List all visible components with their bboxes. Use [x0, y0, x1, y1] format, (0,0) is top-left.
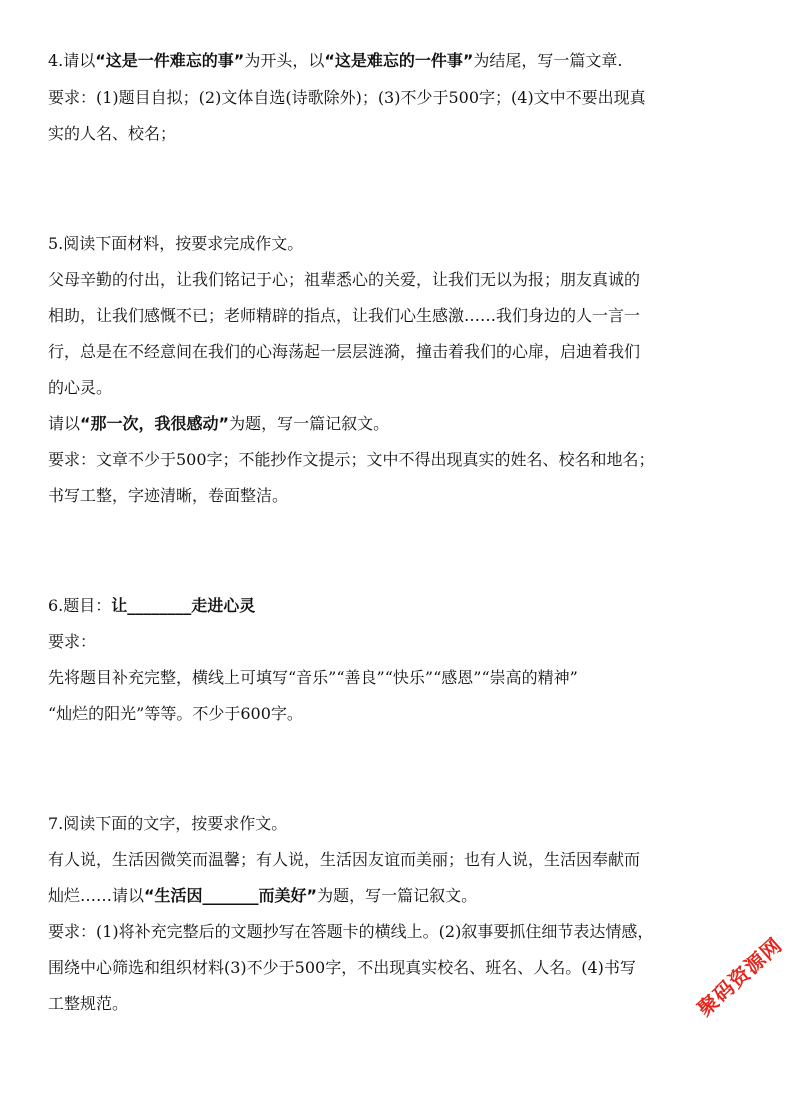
q5-line-3: 相助，让我们感慨不已；老师精辟的指点，让我们心生感激……我们身边的人一言一: [48, 306, 641, 325]
q6-line-3: 先将题目补充完整，横线上可填写“音乐”“善良”“快乐”“感恩”“崇高的精神”: [48, 668, 578, 687]
q6-line-4: “灿烂的阳光”等等。不少于600字。: [48, 704, 303, 723]
q7-line-6: 工整规范。: [48, 994, 129, 1013]
q5-bold-title: “那一次，我很感动”: [80, 414, 230, 433]
q6-text: 6.题目：: [48, 596, 112, 615]
q5-line-8: 书写工整，字迹清晰，卷面整洁。: [48, 486, 289, 505]
q7-text: 为题，写一篇记叙文。: [317, 886, 478, 905]
q7-text: 灿烂……请以: [48, 886, 145, 905]
q6-bold-title: 让________走进心灵: [111, 596, 256, 615]
q4-text: 为结尾，写一篇文章.: [473, 51, 623, 70]
q4-text: 4.请以: [48, 51, 96, 70]
q4-bold-phrase-1: “这是一件难忘的事”: [95, 51, 245, 70]
q5-line-1: 5.阅读下面材料，按要求完成作文。: [48, 234, 304, 253]
q7-line-2: 有人说，生活因微笑而温馨；有人说，生活因友谊而美丽；也有人说，生活因奉献而: [48, 850, 641, 869]
q7-line-1: 7.阅读下面的文字，按要求作文。: [48, 814, 288, 833]
q4-line-2: 要求：(1)题目自拟；(2)文体自选(诗歌除外)；(3)不少于500字；(4)文中不要出现真: [48, 88, 646, 107]
q7-line-5: 围绕中心筛选和组织材料(3)不少于500字，不出现真实校名、班名、人名。(4)书写: [48, 958, 636, 977]
q5-line-5: 的心灵。: [48, 378, 113, 397]
q5-line-4: 行，总是在不经意间在我们的心海荡起一层层涟漪，撞击着我们的心扉，启迪着我们: [48, 342, 641, 361]
q5-text: 为题，写一篇记叙文。: [229, 414, 390, 433]
q6-line-1: [48, 596, 255, 616]
q7-line-4: 要求：(1)将补充完整后的文题抄写在答题卡的横线上。(2)叙事要抓住细节表达情感，: [48, 922, 654, 941]
q5-text: 请以: [48, 414, 81, 433]
q7-line-3: [48, 886, 477, 906]
q4-line-1: [48, 51, 622, 71]
q5-line-7: 要求：文章不少于500字；不能抄作文提示；文中不得出现真实的姓名、校名和地名；: [48, 450, 655, 469]
q5-line-2: 父母辛勤的付出，让我们铭记于心；祖辈悉心的关爱，让我们无以为报；朋友真诚的: [48, 270, 641, 289]
q7-bold-title: “生活因_______而美好”: [144, 886, 318, 905]
q5-line-6: [48, 414, 389, 434]
watermark-logo: 聚码资源网: [692, 932, 787, 1021]
q6-line-2: 要求：: [48, 632, 97, 651]
q4-text: 为开头，以: [244, 51, 325, 70]
q4-line-3: 实的人名、校名；: [48, 124, 177, 143]
q4-bold-phrase-2: “这是难忘的一件事”: [324, 51, 474, 70]
